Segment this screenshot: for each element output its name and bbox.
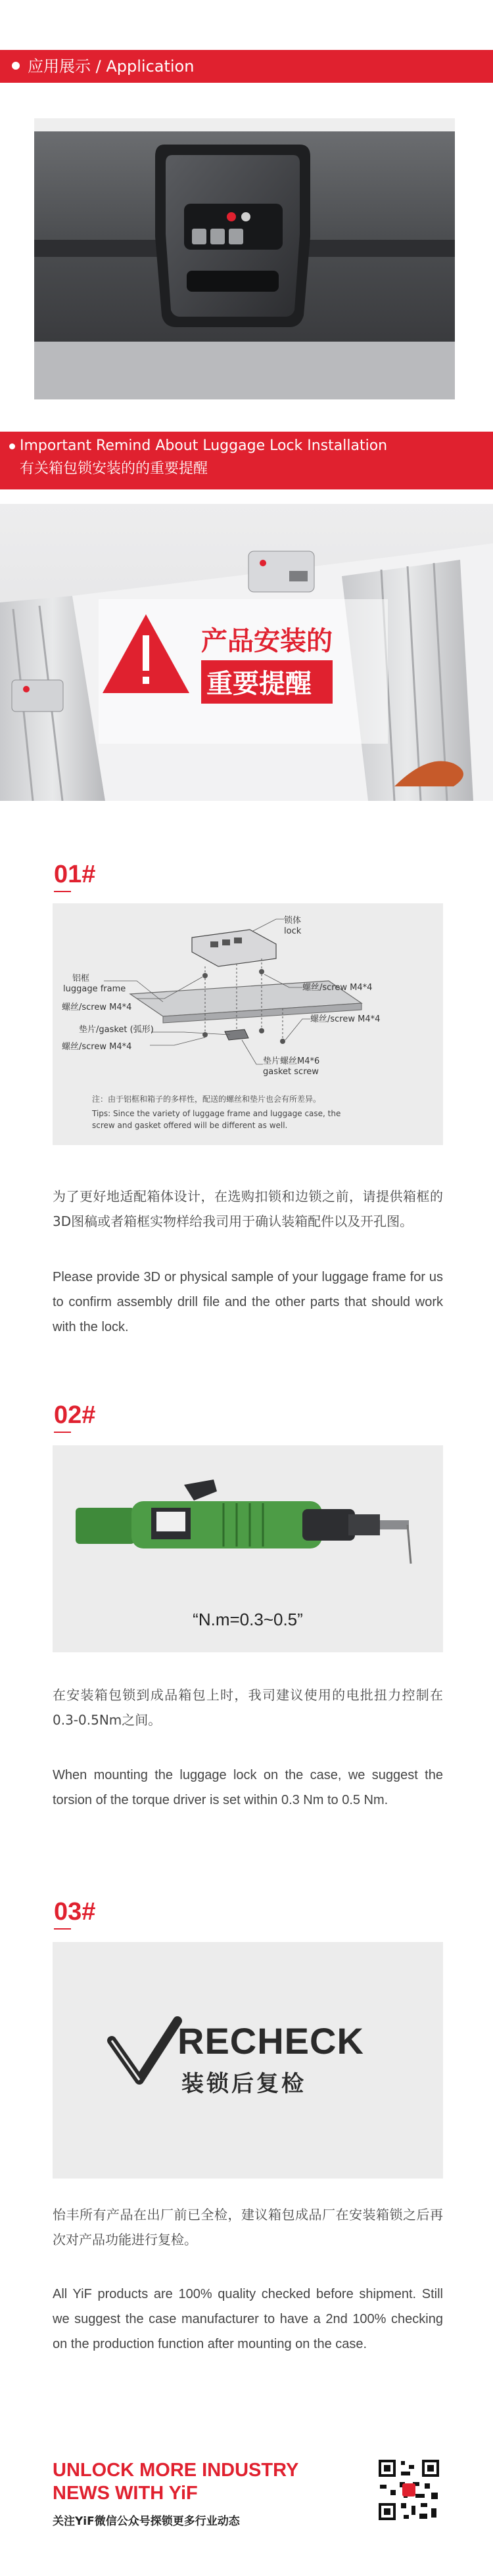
diag-gasket: 垫片/gasket (弧形) — [79, 1025, 154, 1035]
diag-screw-left2: 螺丝/screw M4*4 — [62, 1042, 132, 1052]
luggage-hero-photo — [0, 504, 493, 801]
diag-screw-right1: 螺丝/screw M4*4 — [302, 983, 373, 993]
diag-note-en1: Tips: Since the variety of luggage frame and luggage case, the — [92, 1109, 341, 1118]
diag-screw-left1: 螺丝/screw M4*4 — [62, 1003, 132, 1012]
section2-text-en: When mounting the luggage lock on the case, we suggest the torsion of the torque driver is set within 0.3 Nm to 0.5 Nm. — [53, 1768, 443, 1807]
footer-title-line2: NEWS WITH YiF — [53, 2483, 198, 2504]
footer-subtitle: 关注YiF微信公众号探锁更多行业动态 — [53, 2515, 240, 2528]
application-banner — [0, 50, 493, 83]
torque-driver-panel — [53, 1445, 443, 1652]
checkmark-icon — [105, 2014, 184, 2093]
diag-gasket-screw-en: gasket screw — [263, 1067, 319, 1077]
torque-driver-illustration — [53, 1445, 443, 1603]
diag-lock-en: lock — [284, 926, 302, 936]
section2-text-cn: 在安装箱包锁到成品箱包上时，我司建议使用的电批扭力控制在0.3-0.5Nm之间。 — [53, 1687, 443, 1728]
diag-screw-right2: 螺丝/screw M4*4 — [310, 1014, 381, 1024]
diag-lock: 锁体 — [284, 916, 302, 926]
hero-line2: 重要提醒 — [206, 669, 312, 699]
recheck-panel — [53, 1942, 443, 2179]
assembly-diagram — [53, 903, 443, 1145]
assembly-diagram-panel — [53, 903, 443, 1145]
hero-line1: 产品安装的 — [201, 626, 333, 656]
wechat-qr-code[interactable] — [375, 2456, 443, 2524]
bullet-icon — [9, 443, 15, 449]
remind-title-cn: 有关箱包锁安装的的重要提醒 — [20, 461, 208, 477]
remind-banner — [0, 432, 493, 489]
section2-underline — [54, 1432, 71, 1433]
bullet-icon — [12, 62, 20, 70]
section3-text-en: All YiF products are 100% quality checked before shipment. Still we suggest the case manufacturer to have a 2nd 100% checking on the production function after mounting on the case. — [53, 2287, 443, 2351]
case-lock-photo — [34, 118, 455, 399]
diag-frame: 铝框 — [72, 974, 90, 983]
footer-title-line1: UNLOCK MORE INDUSTRY — [53, 2460, 299, 2481]
section2-number: 02# — [54, 1401, 96, 1429]
diag-note-cn: 注：由于铝框和箱子的多样性，配送的螺丝和垫片也会有所差异。 — [92, 1095, 321, 1104]
diag-gasket-screw-cn: 垫片螺丝M4*6 — [263, 1056, 320, 1066]
section3-text-cn: 怡丰所有产品在出厂前已全检，建议箱包成品厂在安装箱锁之后再次对产品功能进行复检。 — [53, 2207, 443, 2248]
section3-underline — [54, 1928, 71, 1930]
section1-text-cn: 为了更好地适配箱体设计，在选购扣锁和边锁之前，请提供箱框的3D图稿或者箱框实物样给我司用于确认装箱配件以及开孔图。 — [53, 1188, 443, 1229]
remind-title-en: Important Remind About Luggage Lock Installation — [20, 438, 388, 454]
section1-text-en: Please provide 3D or physical sample of your luggage frame for us to confirm assembly drill file and the other parts that should work with the lock. — [53, 1270, 443, 1334]
section3-number: 03# — [54, 1898, 96, 1926]
recheck-word: RECHECK — [177, 2020, 364, 2062]
recheck-word-cn: 装锁后复检 — [181, 2071, 306, 2097]
torque-range-label: “N.m=0.3~0.5” — [193, 1610, 303, 1629]
section1-underline — [54, 891, 71, 892]
diag-frame-en: luggage frame — [63, 984, 126, 994]
section1-number: 01# — [54, 861, 96, 888]
diag-note-en2: screw and gasket offered will be different as well. — [92, 1121, 288, 1130]
application-banner-label: 应用展示 / Application — [28, 57, 195, 76]
